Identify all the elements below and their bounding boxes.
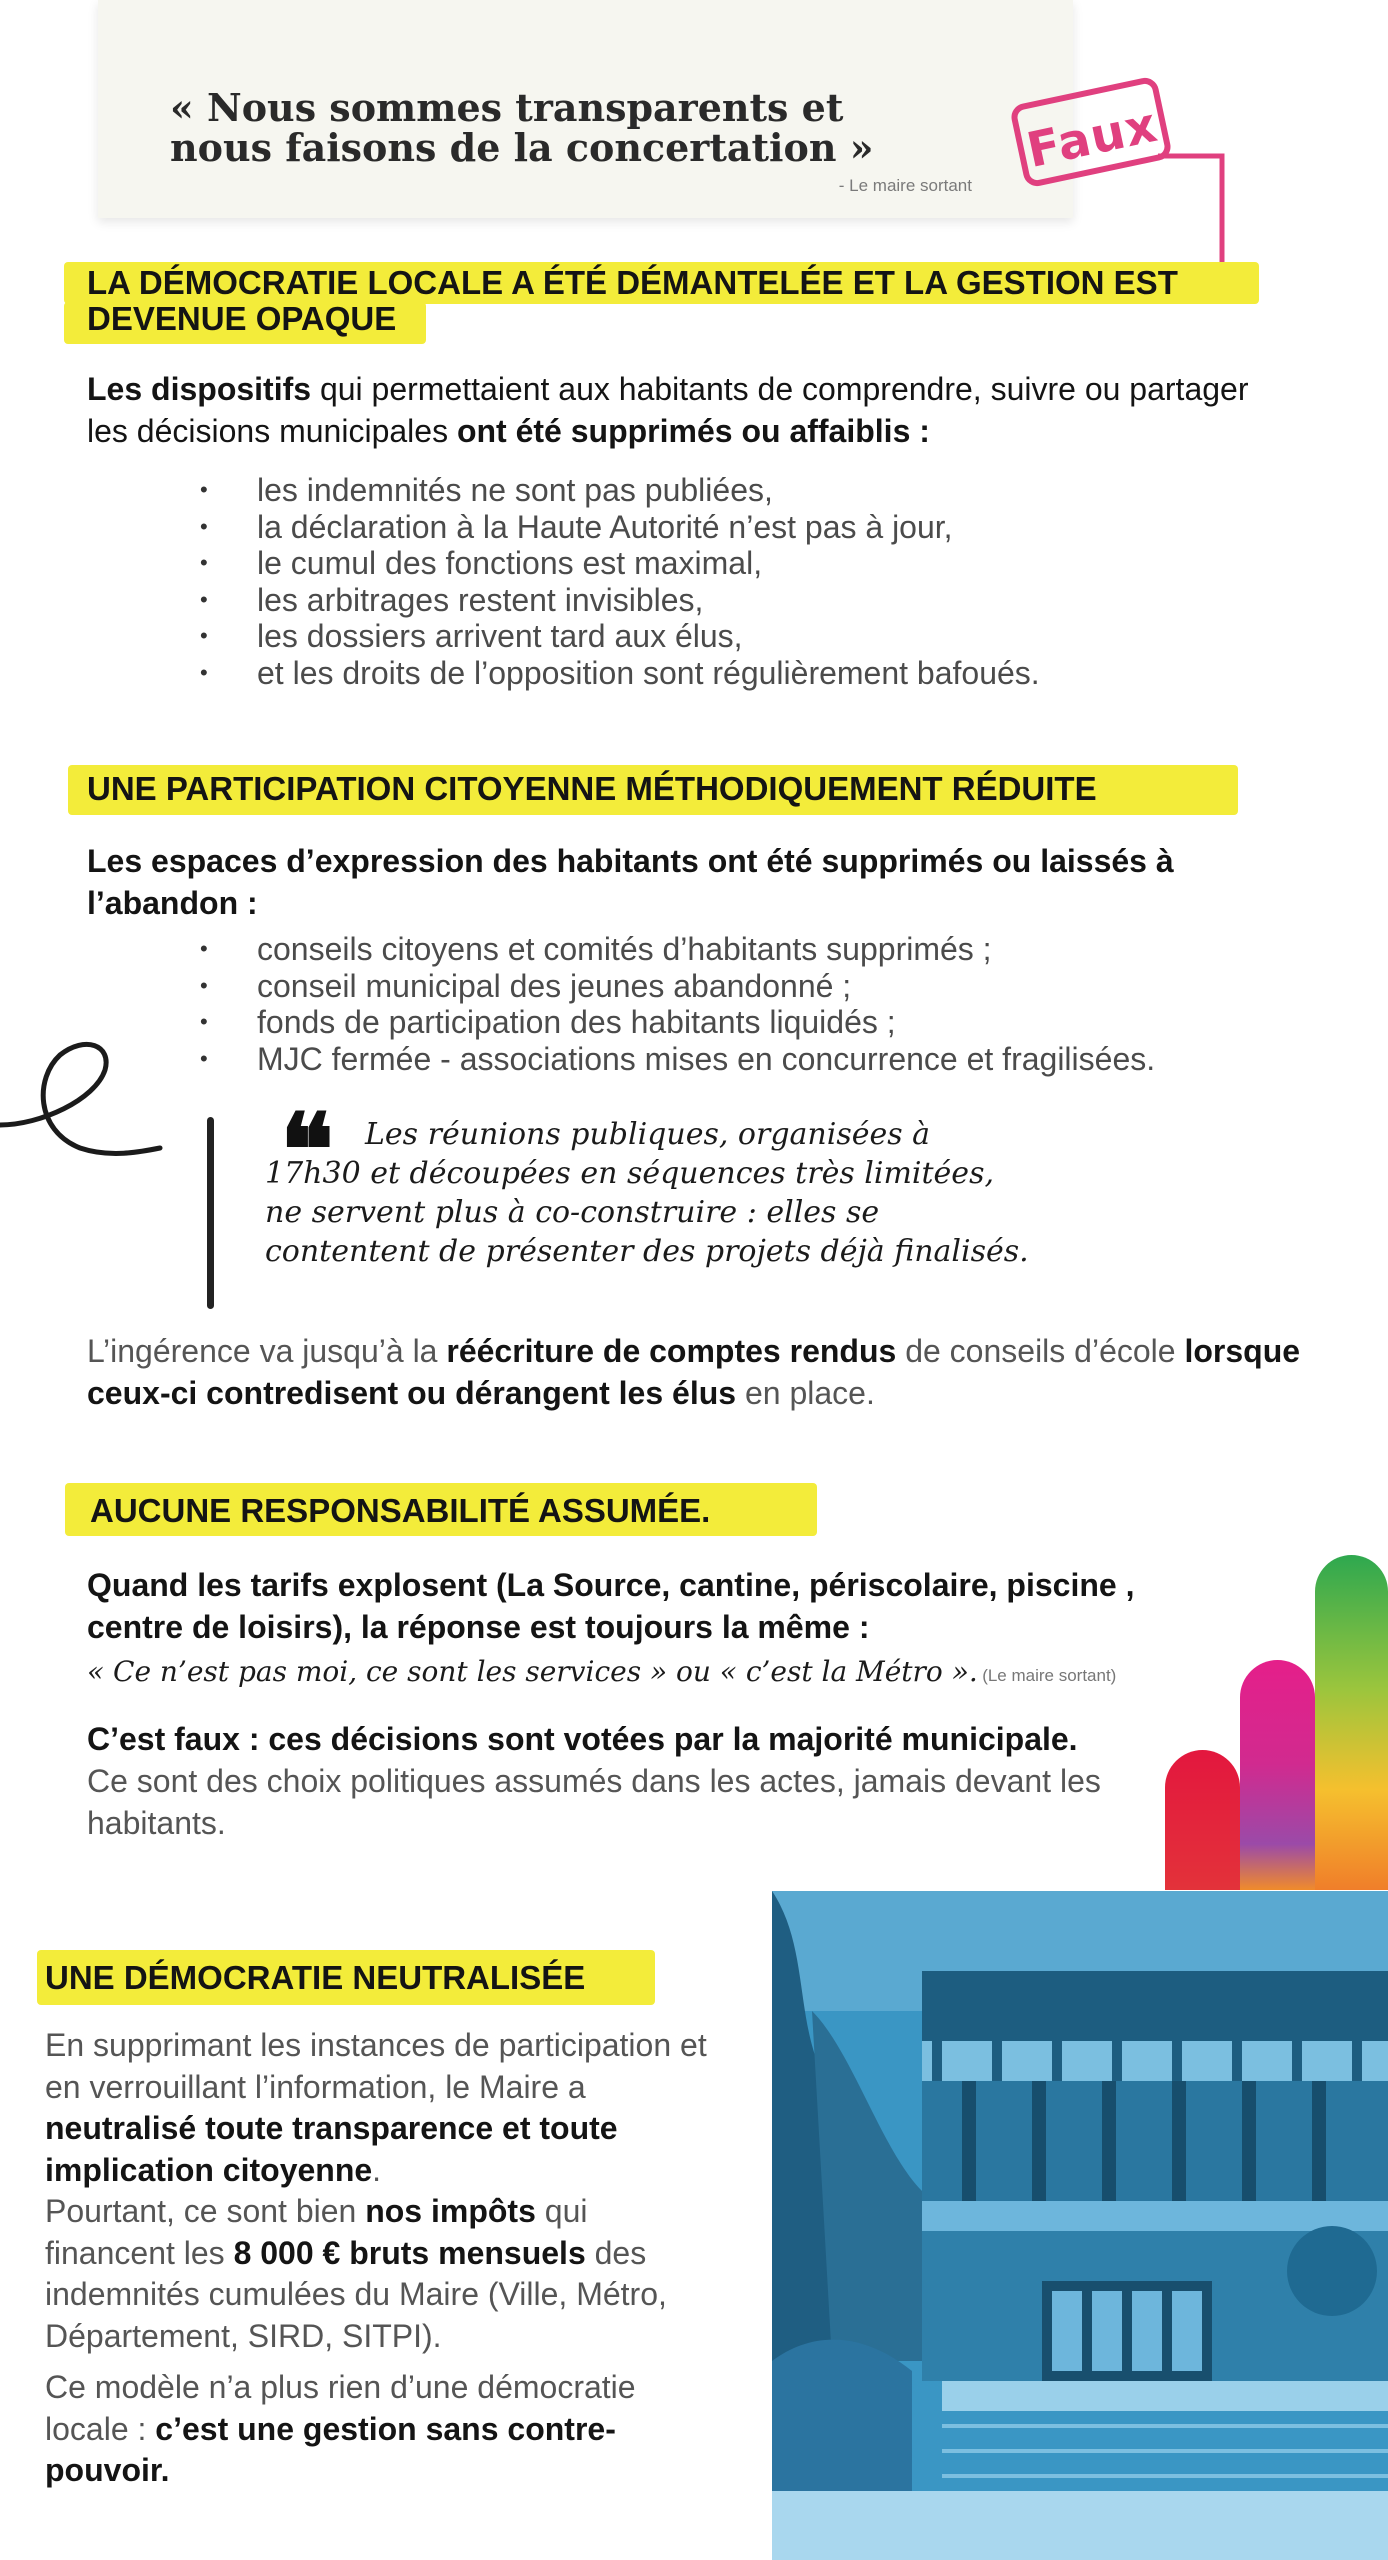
section1-bullet-list	[200, 472, 1300, 691]
section1-heading	[87, 265, 1267, 337]
section2-heading: UNE PARTICIPATION CITOYENNE MÉTHODIQUEMENT RÉDUITE	[87, 770, 1097, 807]
hand-quote-text: Les réunions publiques, organisées à 17h30 et découpées en séquences très limitées, ne servent plus à co-construire : elles se contentent de présenter des projets déjà finalisés.	[265, 1117, 1029, 1269]
p-text: Ce modèle n’a plus rien d’une démocratie locale :	[45, 2369, 636, 2447]
quote-author: - Le maire sortant	[838, 176, 972, 195]
section3-light-line: Ce sont des choix politiques assumés dans les actes, jamais devant les habitants.	[87, 1763, 1101, 1841]
section4-p3	[45, 2367, 725, 2492]
list-item: • fonds de participation des habitants liquidés ;	[200, 1004, 1350, 1041]
list-item: • conseils citoyens et comités d’habitants supprimés ;	[200, 931, 1350, 968]
section4-p2	[45, 2191, 725, 2357]
quote-bar	[207, 1117, 214, 1309]
section3-lead: Quand les tarifs explosent (La Source, cantine, périscolaire, piscine , centre de loisirs), la réponse est toujours la même :	[87, 1567, 1135, 1645]
section3-bold-line: C’est faux : ces décisions sont votées par la majorité municipale.	[87, 1721, 1078, 1757]
p-bold: nos impôts	[365, 2193, 536, 2229]
para-bold: lorsque ceux-ci contredisent ou dérangent les élus	[87, 1333, 1301, 1411]
section2-paragraph	[87, 1330, 1317, 1414]
lead-bold: ont été supprimés ou affaiblis :	[456, 413, 930, 449]
list-item: • les dossiers arrivent tard aux élus,	[200, 618, 1300, 655]
lead-bold: Les dispositifs	[87, 371, 312, 407]
bar-pink	[1240, 1660, 1315, 1890]
list-item: • les arbitrages restent invisibles,	[200, 582, 1300, 619]
p-text: .	[372, 2151, 382, 2188]
town-hall-image-icon	[772, 1891, 1388, 2560]
section3-quote	[87, 1655, 1207, 1688]
para-text: de conseils d’école	[896, 1333, 1185, 1369]
p-bold: c’est une gestion sans contre-pouvoir.	[45, 2410, 616, 2488]
handwritten-loop-icon	[0, 1030, 170, 1170]
quote-mark-icon: ❝	[280, 1091, 334, 1209]
section2-lead: Les espaces d’expression des habitants ont été supprimés ou laissés à l’abandon :	[87, 843, 1174, 921]
para-bold: réécriture de comptes rendus	[446, 1333, 897, 1369]
p-bold: neutralisé toute transparence et toute implication citoyenne	[45, 2110, 618, 2188]
color-bars	[1165, 1555, 1388, 1890]
mayor-quote-line1: « Nous sommes transparents et	[170, 85, 844, 130]
section1-lead	[87, 368, 1287, 452]
p-bold: 8 000 € bruts mensuels	[233, 2234, 586, 2271]
list-item: • conseil municipal des jeunes abandonné ;	[200, 968, 1350, 1005]
list-item: • la déclaration à la Haute Autorité n’est pas à jour,	[200, 509, 1300, 546]
section3-heading: AUCUNE RESPONSABILITÉ ASSUMÉE.	[90, 1492, 711, 1529]
section4-text	[45, 2025, 725, 2492]
bar-red	[1165, 1750, 1240, 1890]
lead-text: qui permettaient aux habitants de comprendre, suivre ou partager les décisions municipales	[87, 371, 1249, 449]
list-item: • et les droits de l’opposition sont régulièrement bafoués.	[200, 655, 1300, 692]
section3-quote-author: (Le maire sortant)	[982, 1666, 1117, 1685]
mayor-quote-line2: nous faisons de la concertation »	[170, 125, 874, 170]
section3-quote-text: « Ce n’est pas moi, ce sont les services » ou « c’est la Métro ».	[87, 1655, 978, 1688]
section1-heading-line1: LA DÉMOCRATIE LOCALE A ÉTÉ DÉMANTELÉE ET LA GESTION EST	[87, 264, 1178, 301]
list-item: • le cumul des fonctions est maximal,	[200, 545, 1300, 582]
faux-stamp: Faux	[1009, 75, 1173, 188]
p-text: des indemnités cumulées du Maire (Ville, Métro, Département, SIRD, SITPI).	[45, 2234, 667, 2354]
list-item: • MJC fermée - associations mises en concurrence et fragilisées.	[200, 1041, 1350, 1078]
p-text: En supprimant les instances de participation et en verrouillant l’information, le Maire a	[45, 2027, 707, 2105]
p-text: Pourtant, ce sont bien	[45, 2193, 366, 2229]
section4-heading: UNE DÉMOCRATIE NEUTRALISÉE	[45, 1959, 586, 1996]
mayor-quote	[170, 85, 1010, 170]
section1-heading-line2: DEVENUE OPAQUE	[87, 300, 397, 337]
list-item: • les indemnités ne sont pas publiées,	[200, 472, 1300, 509]
hand-quote	[265, 1115, 1035, 1271]
section4-p1	[45, 2025, 725, 2191]
town-hall-photo	[772, 1891, 1388, 2560]
p-text: qui financent les	[45, 2193, 588, 2271]
para-text: en place.	[736, 1375, 875, 1411]
section2-bullet-list	[200, 931, 1350, 1077]
bar-green	[1315, 1555, 1388, 1890]
para-text: L’ingérence va jusqu’à la	[87, 1333, 447, 1369]
